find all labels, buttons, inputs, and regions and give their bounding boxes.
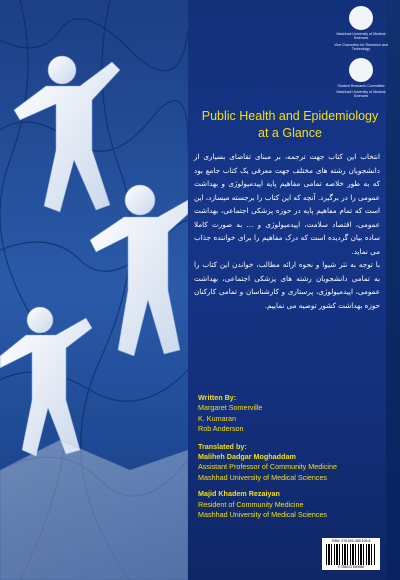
- university-logo-icon: [349, 6, 373, 30]
- translator-2-role: Resident of Community Medicine: [198, 499, 304, 509]
- title-line-1: Public Health and Epidemiology: [201, 109, 379, 123]
- author-2: K. Kumaran: [198, 413, 236, 423]
- translator-1-name: Maliheh Dadgar Moghaddam: [198, 452, 296, 462]
- description-paragraph-2: با توجه به نثر شیوا و نحوه ارائه مطالب، خواندن این کتاب را به تمامی دانشجویان رشته های پزشکی اجتماعی، بهداشت عمومی، اپیدمیولوژی، پرستاری و کارشناسان و تمامی کارکنان حوزه بهداشت کشور توصیه می نماییم.: [194, 260, 380, 310]
- logo-caption-committee: Student Research Committee: [337, 83, 385, 88]
- logo-caption-vice-chancellor: Vice Chancellor for Research and Technology: [334, 42, 388, 52]
- credits: [198, 393, 378, 520]
- translator-1-affiliation: Mashhad University of Medical Sciences: [198, 472, 328, 482]
- barcode: [322, 538, 380, 570]
- isbn-text: ISBN: 978-600-389-105-8: [331, 539, 371, 543]
- logo-caption-committee-sub: Mashhad University of Medical Sciences: [336, 90, 386, 99]
- title-line-2: at a Glance: [258, 126, 322, 140]
- barcode-bars-icon: [326, 544, 376, 565]
- logo-caption-university: Mashhad University of Medical Sciences: [336, 32, 386, 41]
- translator-2-name: Majid Khadem Rezaiyan: [198, 489, 280, 499]
- translator-1-role: Assistant Professor of Community Medicine: [198, 462, 338, 472]
- description: [194, 150, 380, 312]
- barcode-number: 9 786003 890986: [337, 565, 365, 569]
- written-by-label: Written By:: [198, 393, 237, 402]
- translator-2-affiliation: Mashhad University of Medical Sciences: [198, 510, 328, 520]
- author-1: Margaret Somerville: [198, 403, 263, 413]
- author-3: Rob Anderson: [198, 424, 244, 434]
- logo-block: [332, 6, 390, 99]
- description-paragraph-1: انتخاب این کتاب جهت ترجمه، بر مبنای تقاضای بسیاری از دانشجویان رشته های مختلف جهت معرفی یک کتاب جامع بود که به طور خلاصه تمامی مفاهیم پایه اپیدمیولوژی و بهداشت عمومی را در برگیرد. آنچه که این کتاب را برجسته میسازد، این است که تمام مفاهیم پایه در حوزه پزشکی اجتماعی، بهداشت عمومی، اقتصاد سلامت، اپیدمیولوژی و ... به صورت کاملا ساده بیان گردیده است که درک مفاهیم را برای خواننده جذاب می نماید.: [194, 152, 380, 256]
- translated-by-label: Translated by:: [198, 441, 247, 451]
- committee-logo-icon: [349, 58, 373, 82]
- book-title: [196, 108, 384, 142]
